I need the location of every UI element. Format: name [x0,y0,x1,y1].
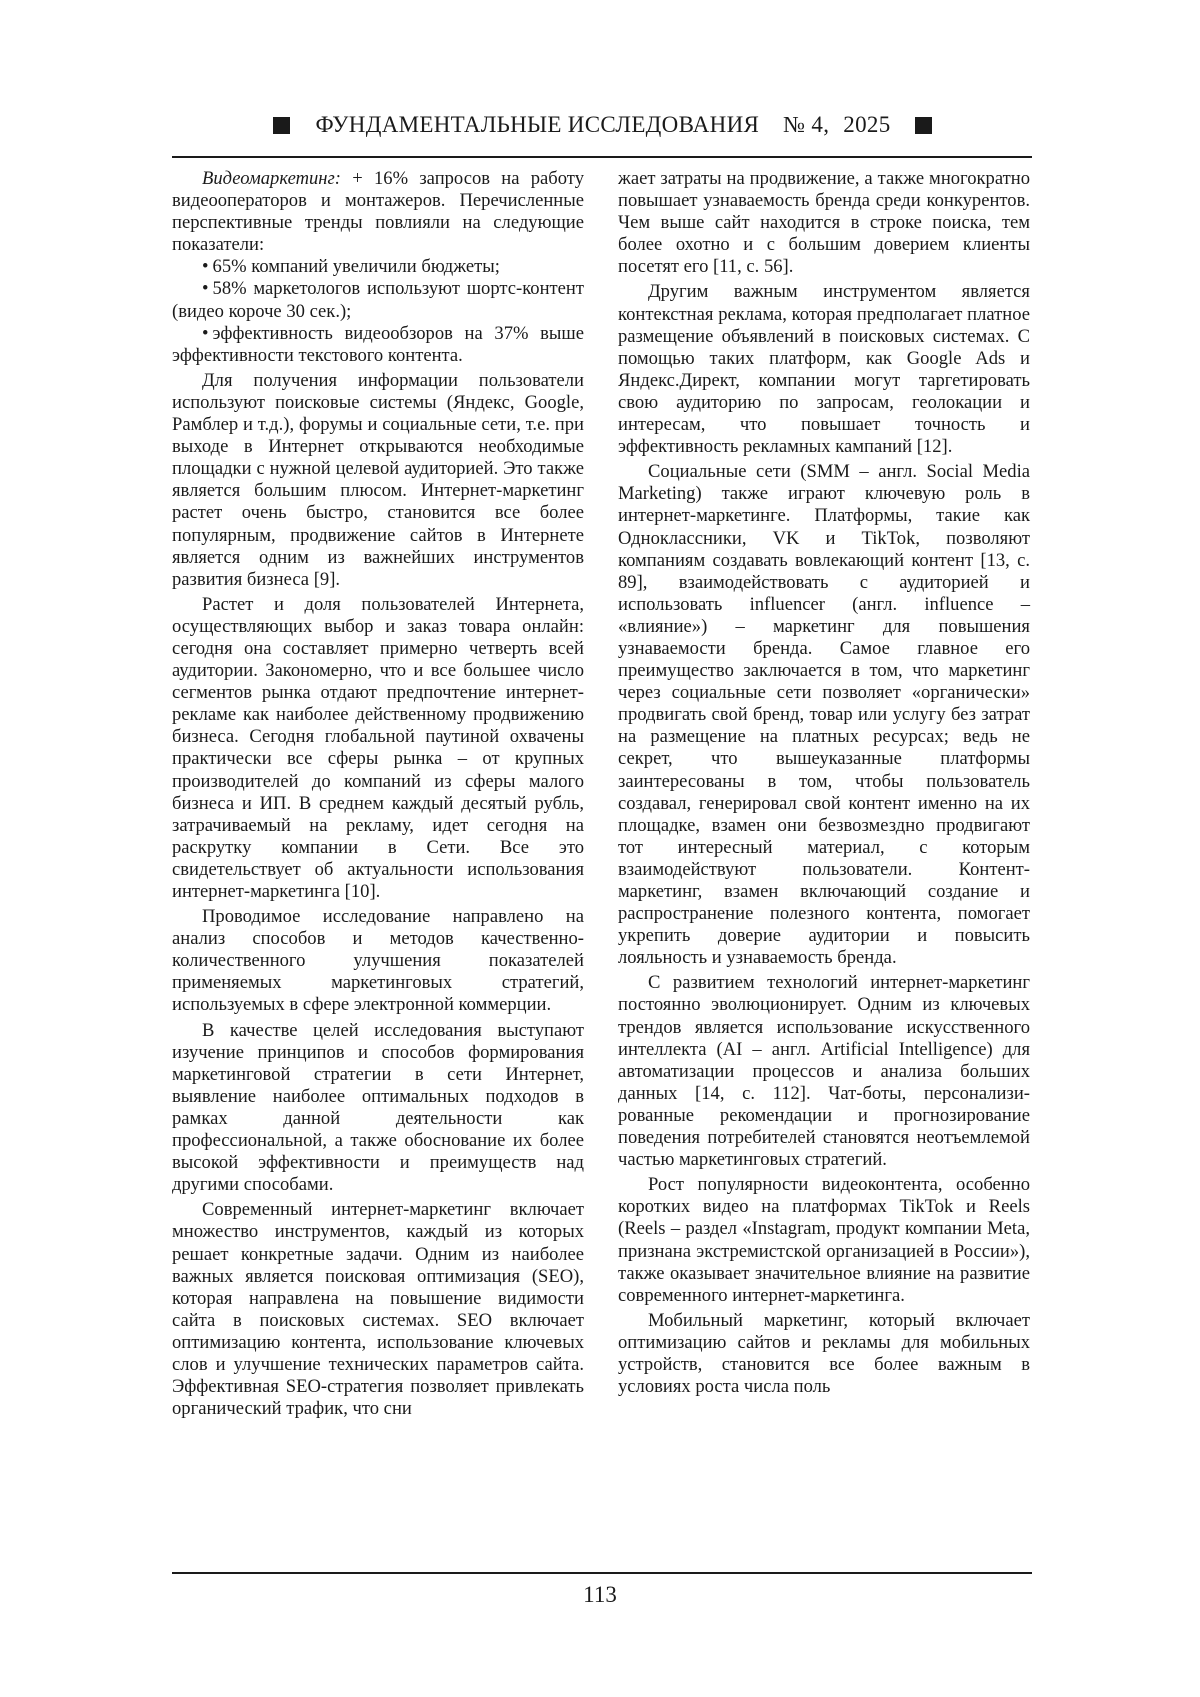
issue-year: 2025 [843,112,891,137]
bullet-list [172,256,584,366]
square-bullet-icon [273,117,290,134]
running-header [172,112,1032,138]
italic-lead: Видеомаркетинг: [202,168,341,189]
list-item: • 58% маркетологов используют шортс-контент (видео короче 30 сек.); [172,278,584,322]
journal-title: ФУНДАМЕНТАЛЬНЫЕ ИССЛЕДОВАНИЯ [315,112,760,137]
paragraph-continuation: жает затраты на продвижение, а также многократно повышает узнаваемость бренда среди конкурентов. Чем выше сайт находится в строке поиска, тем более охотно и с большим доверием клиенты посетят его [11, с. 56]. [618,168,1030,278]
paragraph: Другим важным инструментом является контекстная реклама, которая предполагает платное размещение объявлений в поисковых системах. С помощью таких платформ, как Google Ads и Яндекс.Директ, компании могут таргетировать свою аудиторию по запросам, геолокации и интересам, что повышает точность и эффективность рекламных кампаний [12]. [618,281,1030,458]
right-column [618,168,1030,1398]
paragraph: В качестве целей исследования выступают изучение принципов и способов формирования маркетинговой стратегии в сети Интернет, выявление наиболее оптимальных подходов в рамках данной деятельности как профессиональной, а также обоснование их более высокой эффективности и преимуществ над другими способами. [172,1019,584,1196]
bullet-icon: • [202,322,209,344]
footer-rule [172,1572,1032,1574]
paragraph: Растет и доля пользователей Интернета, осуществляющих выбор и заказ товара онлайн: сегодня она составляет примерно четверть всей аудитории. Закономерно, что и все большее число сегментов рынка отдают предпочтение интернет-рекламе как наиболее действенному продвижению бизнеса. Сегодня глобальной паутиной охвачены практически все сферы рынка – от крупных производителей до компаний из сферы малого бизнеса и ИП. В среднем каждый десятый рубль, затрачиваемый на рекламу, идет сегодня на раскрутку компании в Сети. Все это свидетельствует об актуальности использования интернет-маркетинга [10]. [172,593,584,902]
paragraph [172,168,584,256]
paragraph: Рост популярности видеоконтента, особенно коротких видео на платформах TikTok и Reels (Reels – раздел «Instagram, продукт компании Meta, признана экстремистской организацией в России»), также оказывает значительное влияние на развитие современного интернет-маркетинга. [618,1174,1030,1306]
paragraph: Проводимое исследование направлено на анализ способов и методов качественно-количественного улучшения показателей применяемых маркетинговых стратегий, используемых в сфере электронной коммерции. [172,906,584,1016]
square-bullet-icon [915,117,932,134]
bullet-icon: • [202,256,209,278]
page-number: 113 [583,1582,617,1607]
paragraph: Социальные сети (SMM – англ. Social Media Marketing) также играют ключевую роль в интернет-маркетинге. Платформы, такие как Одноклассники, VK и TikTok, позволяют компаниям создавать вовлекающий контент [13, с. 89], взаимодействовать с аудиторией и использовать influencer (англ. influence – «влияние») – маркетинг для повышения узнаваемости бренда. Самое главное его преимущество заключается в том, что маркетинг через социальные сети позволяет «органически» продвигать свой бренд, товар или услугу без затрат на размещение на платных ресурсах; ведь не секрет, что вышеуказанные платформы заинтересованы в том, чтобы пользователь создавал, генерировал свой контент именно на их площадке, взамен они безвозмездно продвигают тот интересный материал, с которым взаимодействуют пользователи. Контент-маркетинг, взамен включающий создание и распространение полезного контента, помогает укрепить доверие аудитории и повысить лояльность и узнаваемость бренда. [618,461,1030,969]
paragraph-text: + 16% запросов на работу видеооператоров и монтажеров. Перечисленные перспективные тренды повлияли на следующие показатели: [172,168,584,256]
list-item: • 65% компаний увеличили бюджеты; [202,256,500,278]
issue-number: № 4, [783,112,830,137]
paragraph: Современный интернет-маркетинг включает множество инструментов, каждый из которых решает конкретные задачи. Одним из наиболее важных является поисковая оптимизация (SEO), которая направлена на повышение видимости сайта в поисковых системах. SEO включает оптимизацию контента, использование ключевых слов и улучшение технических параметров сайта. Эффективная SEO-стратегия позволяет привлекать органический трафик, что сни [172,1199,584,1420]
bullet-icon: • [202,278,209,300]
list-item: • эффективность видеообзоров на 37% выше эффективности текстового контента. [172,322,584,366]
paragraph: Мобильный маркетинг, который включает оптимизацию сайтов и рекламы для мобильных устройств, становится все более важным в условиях роста числа поль [618,1309,1030,1398]
left-column [172,168,584,1420]
paragraph: Для получения информации пользователи используют поисковые системы (Яндекс, Google, Рамблер и т.д.), форумы и социальные сети, т.е. при выходе в Интернет открываются необходимые площадки с нужной целевой аудиторией. Это также является большим плюсом. Интернет-маркетинг растет очень быстро, становится все более популярным, продвижение сайтов в Интернете является одним из важнейших инструментов развития бизнеса [9]. [172,369,584,590]
paragraph: С развитием технологий интернет-маркетинг постоянно эволюционирует. Одним из ключевых трендов является использование искусственного интеллекта (AI – англ. Artificial Intelligence) для автоматизации процессов и анализа больших данных [14, с. 112]. Чат-боты, персонализированные рекомендации и прогнозирование поведения потребителей становятся неотъемлемой частью маркетинговых стратегий. [618,972,1030,1171]
header-rule [172,156,1032,158]
